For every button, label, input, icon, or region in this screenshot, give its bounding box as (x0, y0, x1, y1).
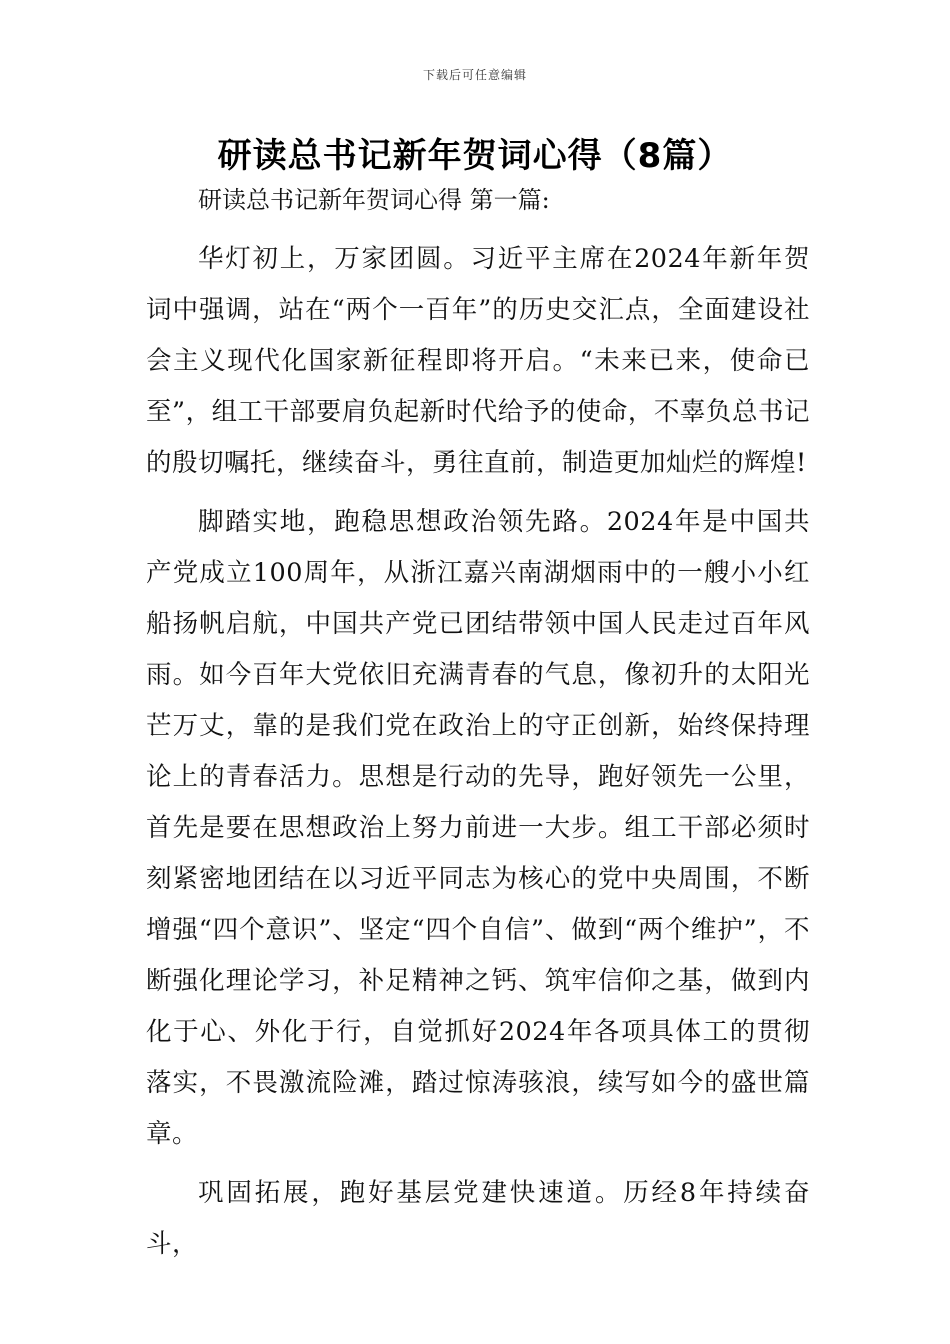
paragraph-2: 脚踏实地，跑稳思想政治领先路。2024年是中国共产党成立100周年，从浙江嘉兴南湖烟雨中的一艘小小红船扬帆启航，中国共产党已团结带领中国人民走过百年风雨。如今百年大党依旧充满青春的气息，像初升的太阳光芒万丈，靠的是我们党在政治上的守正创新，始终保持理论上的青春活力。思想是行动的先导，跑好领先一公里，首先是要在思想政治上努力前进一大步。组工干部必须时刻紧密地团结在以习近平同志为核心的党中央周围，不断增强“四个意识”、坚定“四个自信”、做到“两个维护”，不断强化理论学习，补足精神之钙、筑牢信仰之基，做到内化于心、外化于行，自觉抓好2024年各项具体工的贯彻落实，不畏激流险滩，踏过惊涛骇浪，续写如今的盛世篇章。 (146, 507, 810, 1149)
header-note: 下载后可任意编辑 (422, 68, 527, 82)
paragraph-1: 华灯初上，万家团圆。习近平主席在2024年新年贺词中强调，站在“两个一百年”的历史交汇点，全面建设社会主义现代化国家新征程即将开启。“未来已来，使命已至”，组工干部要肩负起新时代给予的使命，不辜负总书记的殷切嘱托，继续奋斗，勇往直前，制造更加灿烂的辉煌! (146, 244, 810, 478)
paragraph-3: 巩固拓展，跑好基层党建快速道。历经8年持续奋斗， (146, 1178, 810, 1259)
document-title: 研读总书记新年贺词心得（8篇） (217, 136, 733, 176)
section-subtitle: 研读总书记新年贺词心得 第一篇: (198, 186, 550, 214)
document-body (146, 180, 810, 1270)
